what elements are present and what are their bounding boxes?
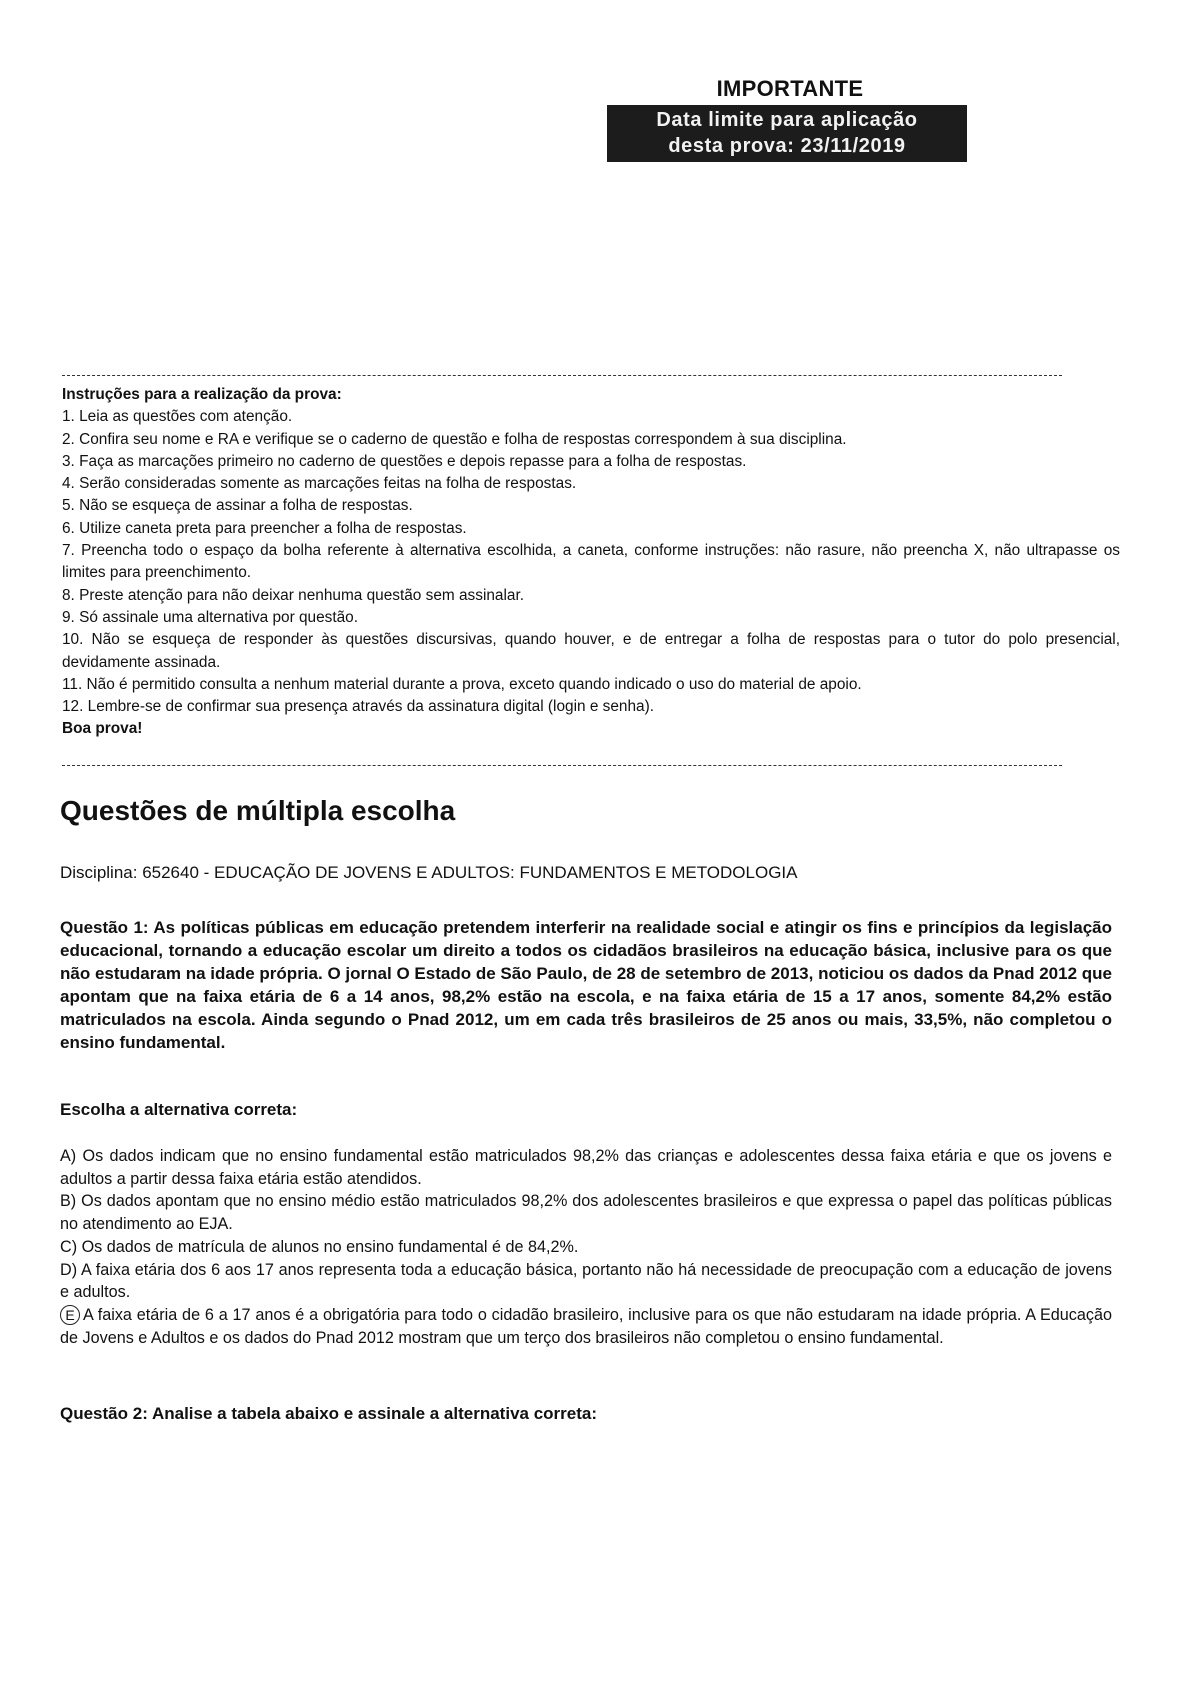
deadline-line-2: desta prova: 23/11/2019 [668,135,906,157]
question-1-text: Questão 1: As políticas públicas em educação pretendem interferir na realidade social e atingir os fins e princípios da legislação educacional, tornando a educação escolar um direito a todos os cidadãos brasileiros na educação básica, inclusive para os que não estudaram na idade própria. O jornal O Estado de São Paulo, de 28 de setembro de 2013, noticiou os dados da Pnad 2012 que apontam que na faixa etária de 6 a 14 anos, 98,2% estão na escola, e na faixa etária de 15 a 17 anos, somente 84,2% estão matriculados na escola. Ainda segundo o Pnad 2012, um em cada três brasileiros de 25 anos ou mais, 33,5%, não completou o ensino fundamental. [60,918,1112,1052]
discipline-line: Disciplina: 652640 - EDUCAÇÃO DE JOVENS E ADULTOS: FUNDAMENTOS E METODOLOGIA [60,863,798,882]
instructions-closing: Boa prova! [62,720,143,738]
option-c[interactable] [60,1236,1112,1259]
deadline-line-1: Data limite para aplicação [656,109,918,131]
option-text: Os dados indicam que no ensino fundamental estão matriculados 98,2% das crianças e adolescentes dessa faixa etária e que os jovens e adultos a partir dessa faixa etária estão atendidos. [60,1147,1112,1188]
instruction-item: 8. Preste atenção para não deixar nenhuma questão sem assinalar. [62,586,525,604]
instruction-item: 2. Confira seu nome e RA e verifique se o caderno de questão e folha de respostas correspondem à sua disciplina. [62,430,847,448]
important-heading: IMPORTANTE [716,76,864,101]
instruction-item: 12. Lembre-se de confirmar sua presença através da assinatura digital (login e senha). [62,698,655,716]
option-text: A faixa etária dos 6 aos 17 anos representa toda a educação básica, portanto não há necessidade de preocupação com a educação de jovens e adultos. [60,1260,1112,1302]
instruction-item: 4. Serão consideradas somente as marcações feitas na folha de respostas. [62,475,577,493]
option-text: A faixa etária de 6 a 17 anos é a obrigatória para todo o cidadão brasileiro, inclusive para os que não estudaram na idade própria. A Educação de Jovens e Adultos e os dados do Pnad 2012 mostram que um terço dos brasileiros não completou o ensino fundamental. [60,1305,1112,1347]
question-1-options [60,1145,1112,1349]
option-letter: D) [60,1260,78,1279]
option-text: Os dados de matrícula de alunos no ensino fundamental é de 84,2%. [81,1237,579,1256]
divider-bottom [62,765,1062,766]
question-2-text: Questão 2: Analise a tabela abaixo e assinale a alternativa correta: [60,1404,598,1423]
option-d[interactable] [60,1259,1112,1304]
divider-top [62,375,1062,376]
instructions-block [62,384,1120,741]
instruction-item: 7. Preencha todo o espaço da bolha referente à alternativa escolhida, a caneta, conforme instruções: não rasure, não preencha X, não ultrapasse os limites para preenchimento. [62,542,1120,582]
option-letter: B) [60,1192,77,1211]
question-1-prompt: Escolha a alternativa correta: [60,1100,298,1119]
instruction-item: 11. Não é permitido consulta a nenhum material durante a prova, exceto quando indicado o uso do material de apoio. [62,675,862,693]
instruction-item: 9. Só assinale uma alternativa por questão. [62,608,359,626]
instruction-item: 6. Utilize caneta preta para preencher a folha de respostas. [62,519,467,537]
instruction-item: 1. Leia as questões com atenção. [62,408,293,426]
section-title: Questões de múltipla escolha [60,795,456,826]
instructions-heading: Instruções para a realização da prova: [62,386,342,403]
option-letter-circled: E [60,1305,80,1325]
instruction-item: 5. Não se esqueça de assinar a folha de respostas. [62,497,413,515]
option-text: Os dados apontam que no ensino médio estão matriculados 98,2% dos adolescentes brasileiros e que expressa o papel das políticas públicas no atendimento ao EJA. [60,1192,1112,1234]
option-letter: C) [60,1237,78,1256]
instruction-item: 3. Faça as marcações primeiro no caderno de questões e depois repasse para a folha de respostas. [62,452,747,470]
option-letter: A) [60,1147,77,1165]
instruction-item: 10. Não se esqueça de responder às questões discursivas, quando houver, e de entregar a folha de respostas para o tutor do polo presencial, devidamente assinada. [62,631,1120,671]
option-a[interactable] [60,1145,1112,1190]
option-b[interactable] [60,1190,1112,1235]
deadline-banner [607,105,967,162]
option-e[interactable] [60,1304,1112,1349]
